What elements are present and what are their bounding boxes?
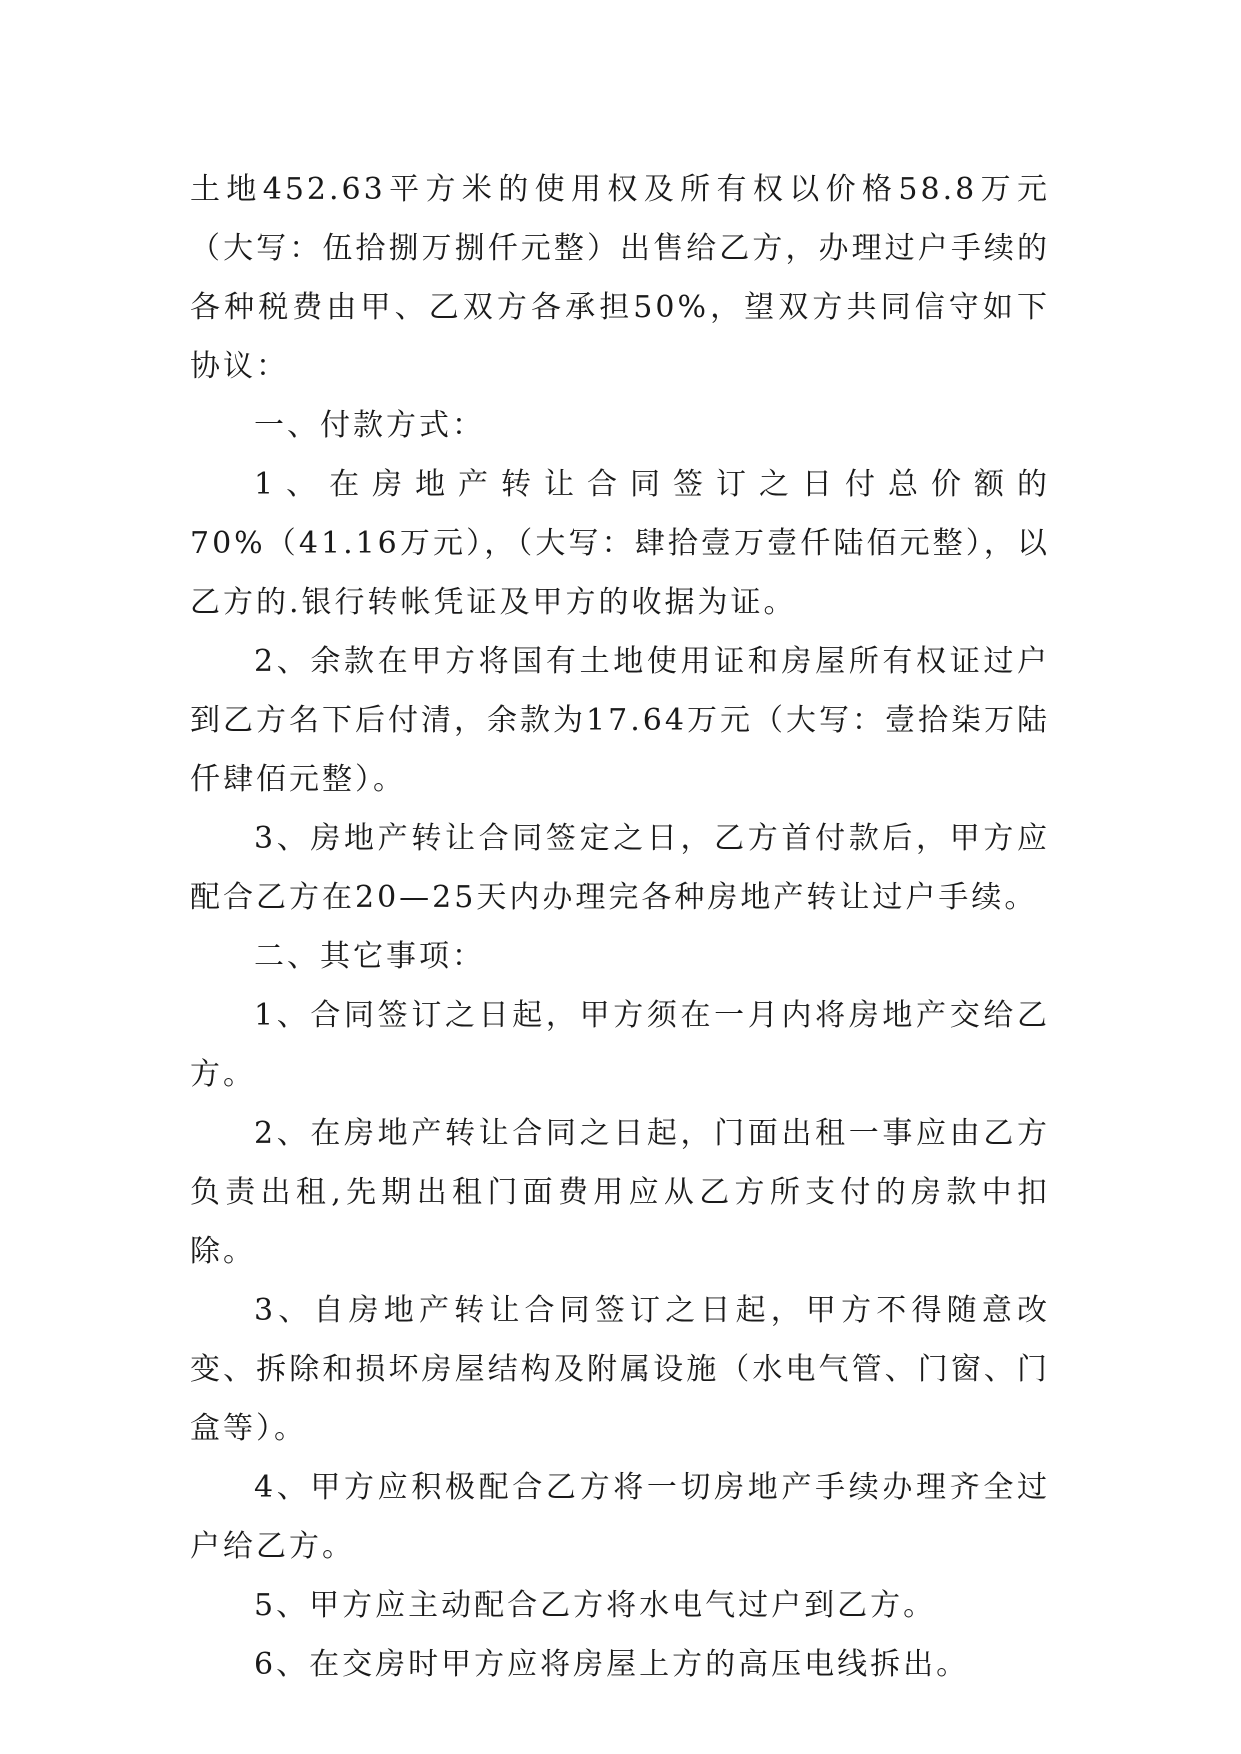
paragraph-payment-2: 2、余款在甲方将国有土地使用证和房屋所有权证过户到乙方名下后付清，余款为17.64万元（大写：壹拾柒万陆仟肆佰元整）。	[190, 644, 1050, 797]
paragraph-other-6: 6、在交房时甲方应将房屋上方的高压电线拆出。	[254, 1647, 970, 1682]
document-body	[190, 160, 1050, 1694]
paragraph-other-2: 2、在房地产转让合同之日起，门面出租一事应由乙方负责出租,先期出租门面费用应从乙方所支付的房款中扣除。	[190, 1116, 1050, 1269]
paragraph-other-5: 5、甲方应主动配合乙方将水电气过户到乙方。	[254, 1588, 937, 1623]
heading-payment-method: 一、付款方式：	[254, 408, 485, 443]
paragraph-payment-1: 1、在房地产转让合同签订之日付总价额的70%（41.16万元），（大写：肆拾壹万壹仟陆佰元整），以乙方的.银行转帐凭证及甲方的收据为证。	[190, 467, 1050, 620]
heading-other-matters: 二、其它事项：	[254, 939, 485, 974]
paragraph-other-1: 1、合同签订之日起，甲方须在一月内将房地产交给乙方。	[190, 998, 1050, 1092]
paragraph-sale-terms: 土地452.63平方米的使用权及所有权以价格58.8万元（大写：伍拾捌万捌仟元整）出售给乙方，办理过户手续的各种税费由甲、乙双方各承担50%，望双方共同信守如下协议：	[190, 172, 1050, 384]
paragraph-payment-3: 3、房地产转让合同签定之日，乙方首付款后，甲方应配合乙方在20—25天内办理完各种房地产转让过户手续。	[190, 821, 1050, 915]
paragraph-other-4: 4、甲方应积极配合乙方将一切房地产手续办理齐全过户给乙方。	[190, 1470, 1050, 1564]
paragraph-other-3: 3、自房地产转让合同签订之日起，甲方不得随意改变、拆除和损坏房屋结构及附属设施（水电气管、门窗、门盒等）。	[190, 1293, 1050, 1446]
